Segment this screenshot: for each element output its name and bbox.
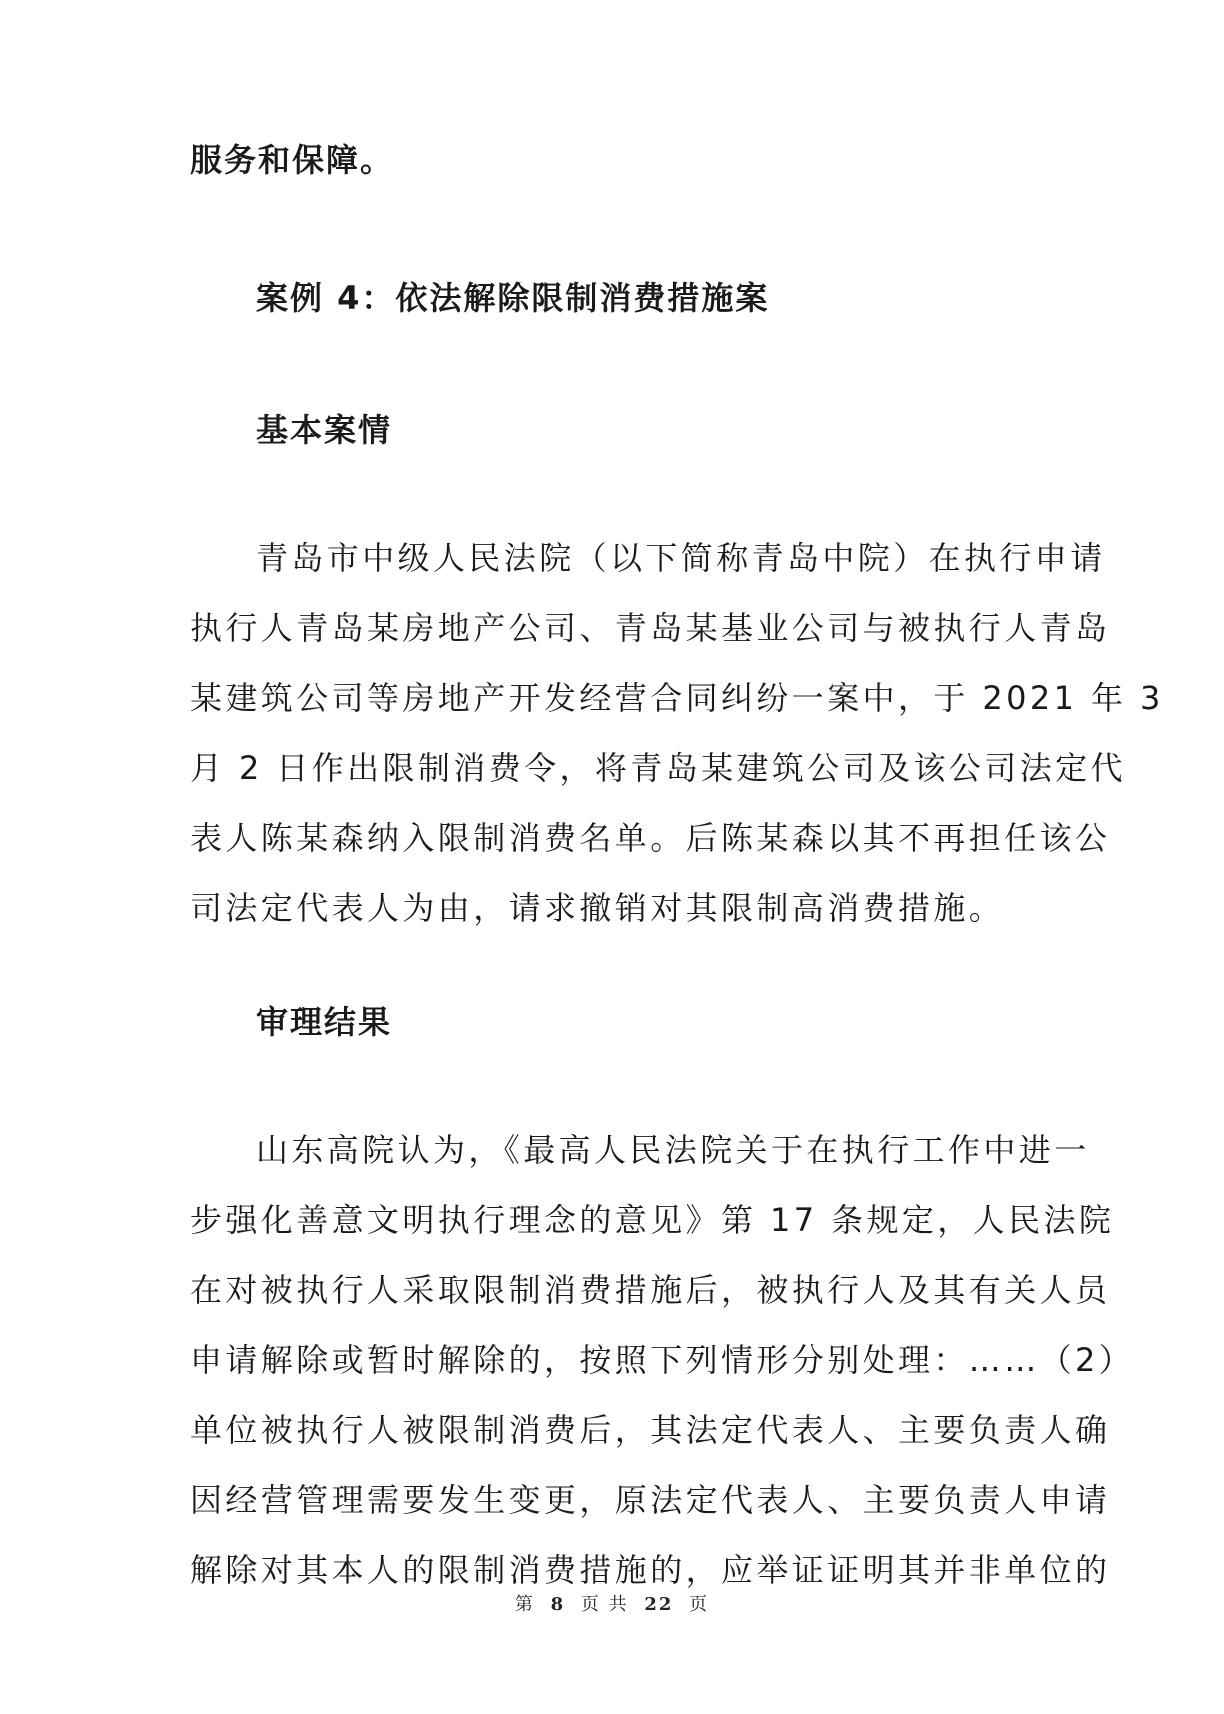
paragraph-line: 解除对其本人的限制消费措施的，应举证证明其并非单位的 [190, 1551, 1111, 1589]
section-heading-basic-facts: 基本案情 [256, 411, 393, 449]
paragraph-line: 某建筑公司等房地产开发经营合同纠纷一案中，于 2021 年 3 [190, 679, 1164, 717]
total-page-count: 22 [644, 1594, 674, 1615]
paragraph-line: 执行人青岛某房地产公司、青岛某基业公司与被执行人青岛 [190, 609, 1111, 647]
page-number-footer [0, 1590, 1224, 1616]
intro-tail-text: 服务和保障。 [190, 141, 395, 179]
paragraph-line: 因经营管理需要发生变更，原法定代表人、主要负责人申请 [190, 1481, 1111, 1519]
paragraph-line: 在对被执行人采取限制消费措施后，被执行人及其有关人员 [190, 1271, 1111, 1309]
footer-prefix: 第 [514, 1594, 535, 1615]
footer-suffix: 页 [689, 1594, 710, 1615]
paragraph-line: 月 2 日作出限制消费令，将青岛某建筑公司及该公司法定代 [190, 749, 1126, 787]
paragraph-line: 司法定代表人为由，请求撤销对其限制高消费措施。 [190, 889, 1005, 927]
section-heading-ruling: 审理结果 [256, 1003, 393, 1041]
paragraph-line: 申请解除或暂时解除的，按照下列情形分别处理：……（2） [190, 1341, 1135, 1379]
paragraph-line: 步强化善意文明执行理念的意见》第 17 条规定，人民法院 [190, 1201, 1115, 1239]
current-page-number: 8 [550, 1594, 566, 1615]
footer-middle: 页 共 [580, 1594, 629, 1615]
paragraph-line: 青岛市中级人民法院（以下简称青岛中院）在执行申请 [256, 539, 1106, 577]
paragraph-line: 表人陈某森纳入限制消费名单。后陈某森以其不再担任该公 [190, 819, 1111, 857]
paragraph-line: 山东高院认为，《最高人民法院关于在执行工作中进一 [256, 1131, 1090, 1169]
case-title: 案例 4：依法解除限制消费措施案 [256, 279, 770, 317]
paragraph-line: 单位被执行人被限制消费后，其法定代表人、主要负责人确 [190, 1411, 1111, 1449]
